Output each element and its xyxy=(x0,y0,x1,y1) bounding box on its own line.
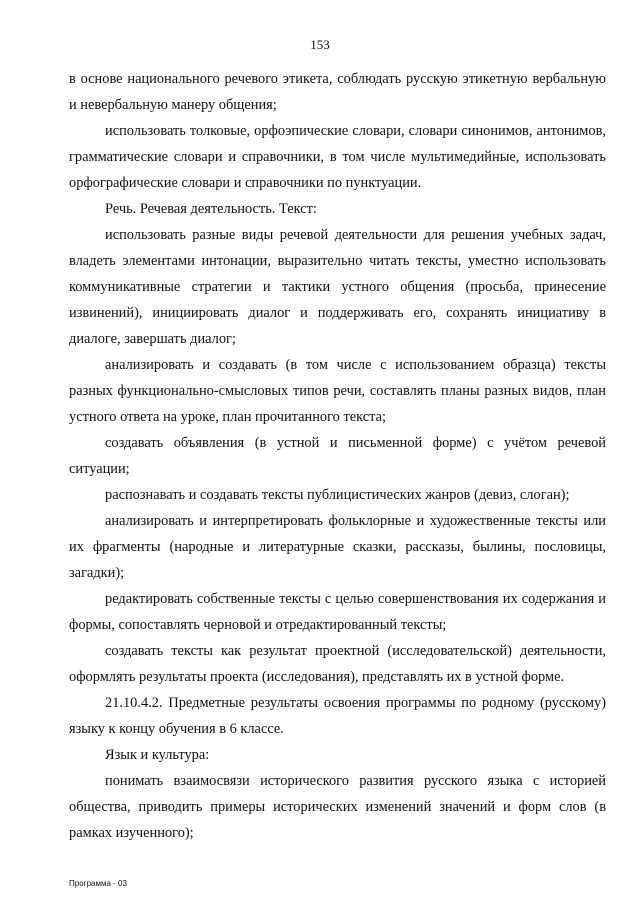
section-heading-language-culture: Язык и культура: xyxy=(105,747,210,763)
paragraph-subject-results: 21.10.4.2. Предметные результаты освоения программы по родному (русскому) языку к концу обучения в 6 классе. xyxy=(69,695,606,737)
section-heading-speech: Речь. Речевая деятельность. Текст: xyxy=(105,201,317,217)
paragraph-continuation: в основе национального речевого этикета, соблюдать русскую этикетную вербальную и невербальную манеру общения; xyxy=(69,71,606,113)
paragraph-announcements: создавать объявления (в устной и письменной форме) с учётом речевой ситуации; xyxy=(69,435,606,477)
page-footer: Программа - 03 xyxy=(69,879,127,888)
paragraph-editing: редактировать собственные тексты с целью совершенствования их содержания и формы, сопоставлять черновой и отредактированный тексты; xyxy=(69,591,606,633)
paragraph-analyze-texts: анализировать и создавать (в том числе с использованием образца) тексты разных функционально-смысловых типов речи, составлять планы разных видов, план устного ответа на уроке, план прочитанного текста; xyxy=(69,357,606,425)
paragraph-folklore: анализировать и интерпретировать фольклорные и художественные тексты или их фрагменты (народные и литературные сказки, рассказы, былины, пословицы, загадки); xyxy=(69,513,606,581)
paragraph-speech-activity: использовать разные виды речевой деятельности для решения учебных задач, владеть элементами интонации, выразительно читать тексты, уместно использовать коммуникативные стратегии и тактики устного общения (просьба, принесение извинений), инициировать диалог и поддерживать его, сохранять инициативу в диалоге, завершать диалог; xyxy=(69,227,606,347)
paragraph-project-texts: создавать тексты как результат проектной (исследовательской) деятельности, оформлять результаты проекта (исследования), представлять их в устной форме. xyxy=(69,643,606,685)
document-body xyxy=(69,66,606,846)
paragraph-journalistic-genres: распознавать и создавать тексты публицистических жанров (девиз, слоган); xyxy=(105,487,570,503)
page-number: 153 xyxy=(310,37,330,52)
paragraph-historical-development: понимать взаимосвязи исторического развития русского языка с историей общества, приводить примеры исторических изменений значений и форм слов (в рамках изученного); xyxy=(69,773,606,841)
paragraph-dictionaries: использовать толковые, орфоэпические словари, словари синонимов, антонимов, грамматические словари и справочники, в том числе мультимедийные, использовать орфографические словари и справочники по пунктуации. xyxy=(69,123,606,191)
